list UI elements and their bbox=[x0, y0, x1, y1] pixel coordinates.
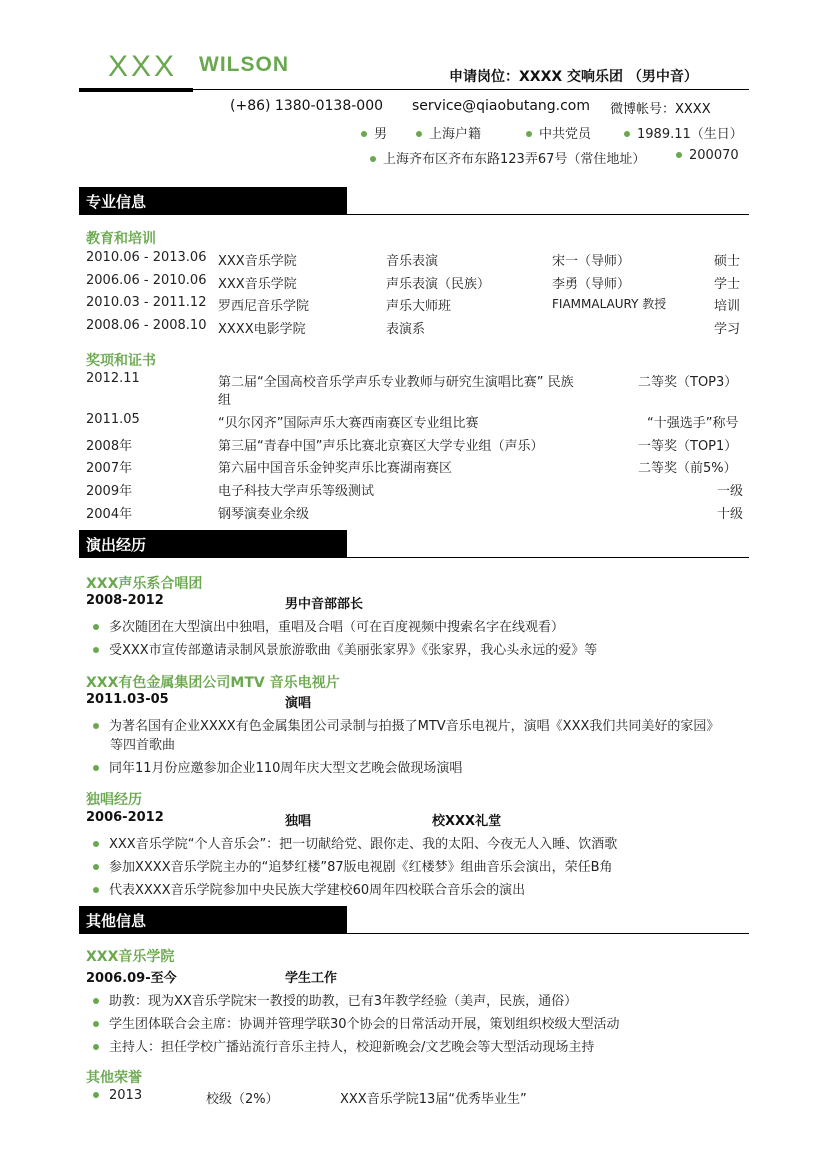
award-name: 第六届中国音乐金钟奖声乐比赛湖南赛区 bbox=[218, 461, 453, 476]
perf-bullet-cont: 等四首歌曲 bbox=[110, 738, 176, 753]
bullet-dot-icon bbox=[93, 624, 99, 630]
apply-position: 申请岗位：XXXX 交响乐团 （男中音） bbox=[449, 69, 698, 85]
edu-mentor: FIAMMALAURY 教授 bbox=[552, 297, 667, 311]
award-name: 第二届“全国高校音乐学声乐专业教师与研究生演唱比赛” 民族 bbox=[218, 375, 574, 390]
other-bullet: 主持人：担任学校广播站流行音乐主持人，校迎新晚会/文艺晚会等大型活动现场主持 bbox=[93, 1036, 594, 1055]
edu-date: 2010.06 - 2013.06 bbox=[86, 250, 207, 265]
award-date: 2011.05 bbox=[86, 412, 140, 427]
edu-degree: 硕士 bbox=[714, 254, 741, 269]
subheading-education: 教育和培训 bbox=[86, 231, 156, 247]
section-rule bbox=[79, 214, 749, 215]
perf-bullet: XXX音乐学院“个人音乐会”：把一切献给党、跟你走、我的太阳、今夜无人入睡、饮酒歌 bbox=[93, 833, 617, 852]
edu-date: 2010.03 - 2011.12 bbox=[86, 295, 207, 310]
edu-school: XXX音乐学院 bbox=[218, 277, 297, 292]
edu-major: 声乐大师班 bbox=[386, 299, 452, 314]
perf-bullet: 代表XXXX音乐学院参加中央民族大学建校60周年四校联合音乐会的演出 bbox=[93, 879, 525, 898]
edu-degree: 培训 bbox=[714, 299, 741, 314]
perf-org: 独唱经历 bbox=[86, 792, 142, 808]
edu-mentor: 李勇（导师） bbox=[552, 277, 631, 292]
award-date: 2004年 bbox=[86, 507, 133, 522]
subheading-honors: 其他荣誉 bbox=[86, 1070, 142, 1086]
other-bullet: 助教：现为XX音乐学院宋一教授的助教，已有3年教学经验（美声，民族，通俗） bbox=[93, 990, 577, 1009]
award-date: 2012.11 bbox=[86, 371, 140, 386]
header-thick-rule bbox=[79, 88, 193, 92]
edu-school: 罗西尼音乐学院 bbox=[218, 299, 310, 314]
honor-name: XXX音乐学院13届“优秀毕业生” bbox=[340, 1092, 527, 1107]
award-date: 2008年 bbox=[86, 439, 133, 454]
award-name: 第三届“青春中国”声乐比赛北京赛区大学专业组（声乐） bbox=[218, 439, 544, 454]
award-prize: 二等奖（TOP3） bbox=[638, 375, 738, 390]
bullet-dot-icon bbox=[370, 156, 376, 162]
award-name: “贝尔冈齐”国际声乐大赛西南赛区专业组比赛 bbox=[218, 416, 479, 431]
perf-date: 2006-2012 bbox=[86, 810, 164, 825]
bullet-dot-icon bbox=[93, 647, 99, 653]
edu-major: 音乐表演 bbox=[386, 254, 439, 269]
award-name-cont: 组 bbox=[218, 393, 232, 408]
bullet-dot-icon bbox=[416, 131, 422, 137]
award-prize: 一等奖（TOP1） bbox=[638, 439, 738, 454]
subheading-awards: 奖项和证书 bbox=[86, 353, 156, 369]
bullet-dot-icon bbox=[93, 765, 99, 771]
bullet-dot-icon bbox=[93, 1092, 99, 1098]
edu-school: XXX音乐学院 bbox=[218, 254, 297, 269]
edu-date: 2006.06 - 2010.06 bbox=[86, 273, 207, 288]
perf-role: 男中音部部长 bbox=[285, 597, 364, 612]
bullet-dot-icon bbox=[93, 841, 99, 847]
edu-degree: 学士 bbox=[714, 277, 741, 292]
award-name: 钢琴演奏业余级 bbox=[218, 507, 310, 522]
other-date: 2006.09-至今 bbox=[86, 971, 177, 986]
perf-org: XXX声乐系合唱团 bbox=[86, 576, 203, 592]
weibo: 微博帐号：XXXX bbox=[610, 102, 711, 117]
perf-bullet: 受XXX市宣传部邀请录制风景旅游歌曲《美丽张家界》《张家界，我心头永远的爱》等 bbox=[93, 639, 597, 658]
info-postcode: 200070 bbox=[676, 148, 739, 163]
bullet-dot-icon bbox=[93, 887, 99, 893]
award-date: 2009年 bbox=[86, 484, 133, 499]
bullet-dot-icon bbox=[93, 723, 99, 729]
section-title-professional: 专业信息 bbox=[86, 193, 147, 211]
perf-bullet: 参加XXXX音乐学院主办的“追梦红楼”87版电视剧《红楼梦》组曲音乐会演出，荣任B角 bbox=[93, 856, 613, 875]
award-prize: 十级 bbox=[717, 507, 744, 522]
other-bullet: 学生团体联合会主席：协调并管理学联30个协会的日常活动开展，策划组织校级大型活动 bbox=[93, 1013, 620, 1032]
other-role: 学生工作 bbox=[285, 971, 338, 986]
edu-school: XXXX电影学院 bbox=[218, 322, 306, 337]
bullet-dot-icon bbox=[93, 1021, 99, 1027]
award-prize: “十强选手”称号 bbox=[647, 416, 739, 431]
perf-date: 2011.03-05 bbox=[86, 692, 169, 707]
bullet-dot-icon bbox=[526, 131, 532, 137]
bullet-dot-icon bbox=[624, 131, 630, 137]
name-last: WILSON bbox=[199, 53, 289, 76]
info-address: 上海齐布区齐布东路123弄67号（常住地址） bbox=[370, 148, 645, 167]
section-rule bbox=[79, 557, 749, 558]
section-rule bbox=[79, 933, 749, 934]
bullet-dot-icon bbox=[93, 1044, 99, 1050]
perf-role: 独唱 bbox=[285, 814, 312, 829]
perf-bullet: 同年11月份应邀参加企业110周年庆大型文艺晚会做现场演唱 bbox=[93, 757, 462, 776]
perf-place: 校XXX礼堂 bbox=[432, 814, 502, 829]
honor-year: 2013 bbox=[93, 1088, 142, 1103]
phone: (+86) 1380-0138-000 bbox=[230, 98, 384, 114]
header-thin-rule bbox=[193, 89, 749, 90]
section-title-performance: 演出经历 bbox=[86, 536, 147, 554]
perf-org: XXX有色金属集团公司MTV 音乐电视片 bbox=[86, 675, 340, 691]
bullet-dot-icon bbox=[93, 998, 99, 1004]
edu-major: 表演系 bbox=[386, 322, 426, 337]
edu-degree: 学习 bbox=[714, 322, 741, 337]
edu-date: 2008.06 - 2008.10 bbox=[86, 318, 207, 333]
edu-mentor: 宋一（导师） bbox=[552, 254, 631, 269]
bullet-dot-icon bbox=[361, 131, 367, 137]
email: service@qiaobutang.com bbox=[412, 98, 591, 114]
info-gender: 男 bbox=[361, 123, 387, 142]
award-name: 电子科技大学声乐等级测试 bbox=[218, 484, 375, 499]
bullet-dot-icon bbox=[93, 864, 99, 870]
info-birthday: 1989.11（生日） bbox=[624, 123, 743, 142]
bullet-dot-icon bbox=[676, 152, 682, 158]
perf-date: 2008-2012 bbox=[86, 593, 164, 608]
info-party: 中共党员 bbox=[526, 123, 591, 142]
info-hukou: 上海户籍 bbox=[416, 123, 481, 142]
honor-level: 校级（2%） bbox=[206, 1092, 279, 1107]
award-prize: 一级 bbox=[717, 484, 744, 499]
name-first: XXX bbox=[108, 50, 178, 83]
award-date: 2007年 bbox=[86, 461, 133, 476]
perf-role: 演唱 bbox=[285, 696, 312, 711]
other-org: XXX音乐学院 bbox=[86, 949, 175, 965]
award-prize: 二等奖（前5%） bbox=[638, 461, 737, 476]
edu-major: 声乐表演（民族） bbox=[386, 277, 491, 292]
perf-bullet: 为著名国有企业XXXX有色金属集团公司录制与拍摄了MTV音乐电视片，演唱《XXX我们共同美好的家园》 bbox=[93, 715, 719, 734]
perf-bullet: 多次随团在大型演出中独唱，重唱及合唱（可在百度视频中搜索名字在线观看） bbox=[93, 616, 564, 635]
section-title-other: 其他信息 bbox=[86, 912, 147, 930]
